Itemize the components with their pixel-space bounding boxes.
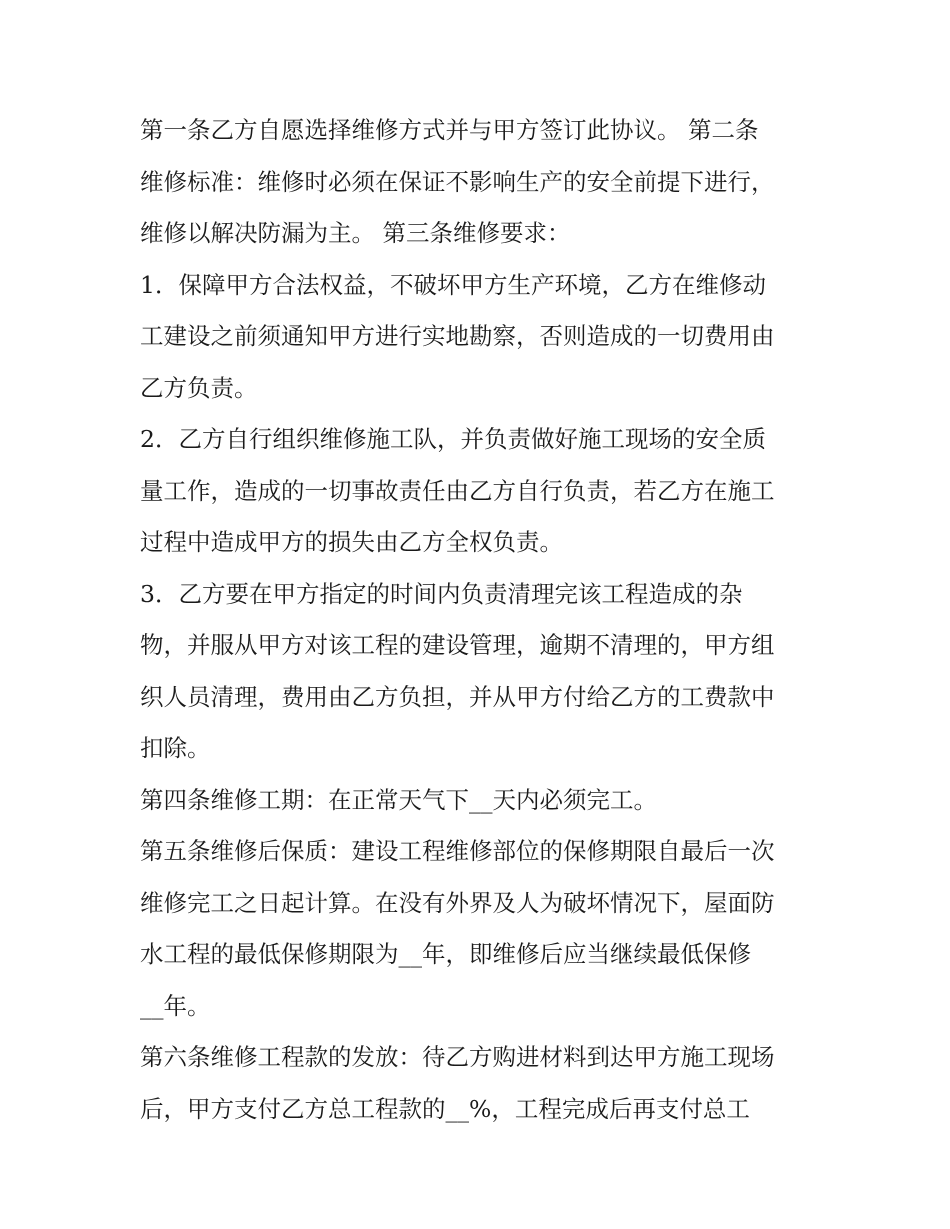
text-line: 1．保障甲方合法权益，不破坏甲方生产环境，乙方在维修动	[140, 270, 766, 299]
text-line: 维修以解决防漏为主。 第三条维修要求：	[140, 219, 571, 247]
text-line: 水工程的最低保修期限为__年，即维修后应当继续最低保修	[140, 940, 751, 968]
text-line: __年。	[140, 991, 211, 1020]
text-line: 量工作，造成的一切事故责任由乙方自行负责，若乙方在施工	[140, 476, 775, 505]
text-line: 第六条维修工程款的发放：待乙方购进材料到达甲方施工现场	[140, 1043, 775, 1071]
document-body	[140, 105, 820, 1135]
text-line: 乙方负责。	[140, 373, 258, 402]
text-line: 维修完工之日起计算。在没有外界及人为破坏情况下，屋面防	[140, 888, 775, 917]
text-line: 第五条维修后保质：建设工程维修部位的保修期限自最后一次	[140, 837, 775, 865]
text-line: 过程中造成甲方的损失由乙方全权负责。	[140, 528, 563, 556]
text-line: 第一条乙方自愿选择维修方式并与甲方签订此协议。 第二条	[140, 116, 759, 144]
text-line: 维修标准：维修时必须在保证不影响生产的安全前提下进行，	[140, 167, 775, 196]
text-line: 物，并服从甲方对该工程的建设管理，逾期不清理的，甲方组	[140, 631, 775, 659]
text-line: 第四条维修工期：在正常天气下__天内必须完工。	[140, 785, 657, 814]
text-line: 2．乙方自行组织维修施工队，并负责做好施工现场的安全质	[140, 425, 766, 453]
text-line: 扣除。	[140, 734, 211, 762]
text-line: 织人员清理，费用由乙方负担，并从甲方付给乙方的工费款中	[140, 682, 775, 711]
text-line: 工建设之前须通知甲方进行实地勘察，否则造成的一切费用由	[140, 322, 775, 350]
text-line: 3．乙方要在甲方指定的时间内负责清理完该工程造成的杂	[140, 579, 743, 608]
text-line: 后，甲方支付乙方总工程款的__%，工程完成后再支付总工	[140, 1094, 750, 1123]
